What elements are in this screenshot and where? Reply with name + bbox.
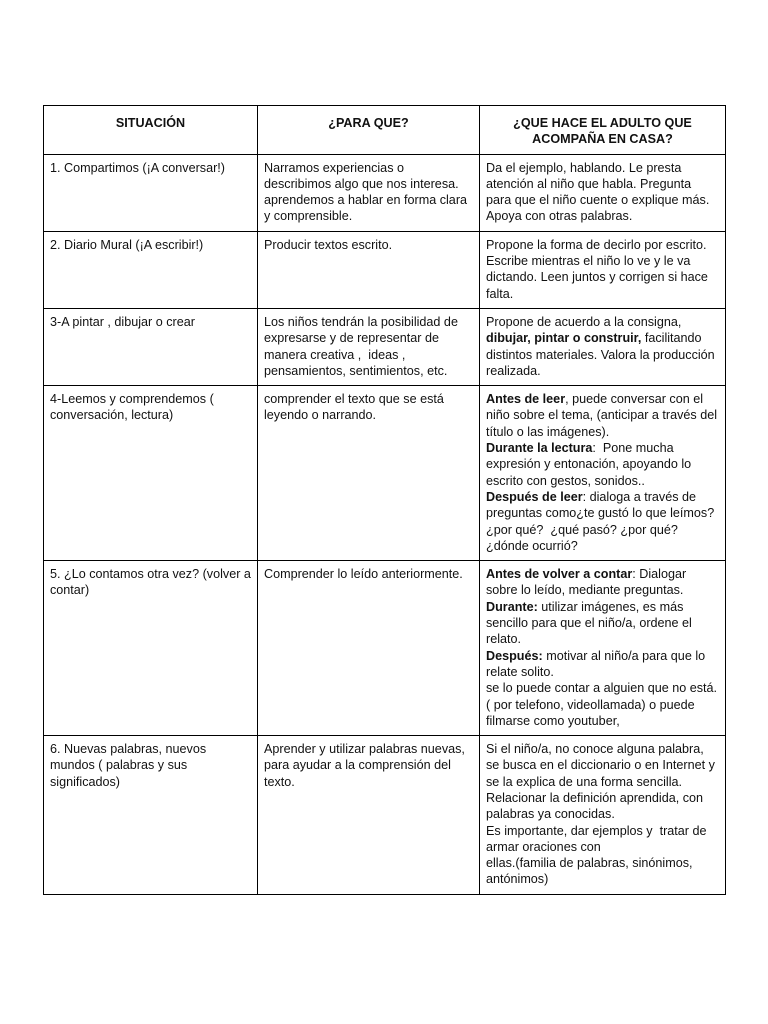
adulto-bold-run: Antes de volver a contar — [486, 567, 633, 582]
adulto-paragraph — [486, 680, 719, 729]
adulto-paragraph — [486, 314, 719, 379]
cell-adulto — [480, 386, 726, 561]
cell-para-que — [258, 736, 480, 895]
situacion-text: 1. Compartimos (¡A conversar!) — [50, 160, 225, 175]
cell-situacion — [44, 736, 258, 895]
para-que-text: Producir textos escrito. — [264, 237, 393, 252]
para-que-text: Narramos experiencias o describimos algo que nos interesa. aprendemos a hablar en forma clara y comprensible. — [264, 160, 471, 224]
table-row — [44, 231, 726, 308]
cell-situacion — [44, 386, 258, 561]
situacion-text: 2. Diario Mural (¡A escribir!) — [50, 237, 204, 252]
cell-situacion — [44, 308, 258, 385]
adulto-bold-run: Durante: — [486, 599, 538, 614]
header-para-que: ¿PARA QUE? — [258, 106, 480, 155]
cell-para-que — [258, 308, 480, 385]
para-que-text: Comprender lo leído anteriormente. — [264, 567, 463, 582]
table-row — [44, 308, 726, 385]
cell-adulto — [480, 736, 726, 895]
adulto-run: Es importante, dar ejemplos y tratar de armar oraciones con — [486, 823, 710, 854]
adulto-run: : Dialogar sobre lo leído, mediante preguntas. — [486, 567, 690, 598]
adulto-paragraph — [486, 741, 719, 790]
cell-situacion — [44, 231, 258, 308]
adulto-run: Relacionar la definición aprendida, con palabras ya conocidas. — [486, 790, 707, 822]
cell-adulto — [480, 231, 726, 308]
adulto-run: , puede conversar con el niño sobre el tema, (anticipar a través del título o las imágenes). — [486, 392, 721, 439]
adulto-bold-run: dibujar, pintar o construir, — [486, 331, 642, 346]
adulto-run: utilizar imágenes, es más sencillo para que el niño/a, ordene el relato. — [486, 599, 696, 647]
adulto-paragraph — [486, 855, 719, 888]
adulto-paragraph — [486, 440, 719, 489]
situacion-text: 3-A pintar , dibujar o crear — [50, 314, 195, 329]
cell-adulto — [480, 561, 726, 736]
cell-para-que — [258, 231, 480, 308]
adulto-paragraph — [486, 391, 719, 440]
adulto-paragraph — [486, 566, 719, 599]
para-que-text: Aprender y utilizar palabras nuevas, para ayudar a la comprensión del texto. — [264, 742, 469, 789]
adulto-run: Propone la forma de decirlo por escrito. Escribe mientras el niño lo ve y le va dictando. Leen juntos y corrigen si hace falta. — [486, 237, 712, 301]
adulto-run: Si el niño/a, no conoce alguna palabra, se busca en el diccionario o en Internet y se la explica de una forma sencilla. — [486, 742, 719, 789]
adulto-run: facilitando distintos materiales. Valora la producción realizada. — [486, 331, 719, 378]
adulto-run: motivar al niño/a para que lo relate solito. — [486, 648, 709, 679]
adulto-paragraph — [486, 823, 719, 856]
situacion-text: 4-Leemos y comprendemos ( conversación, lectura) — [50, 392, 218, 423]
adulto-bold-run: Después: — [486, 648, 543, 663]
table-row — [44, 736, 726, 895]
cell-adulto — [480, 154, 726, 231]
situacion-text: 6. Nuevas palabras, nuevos mundos ( palabras y sus significados) — [50, 742, 210, 789]
cell-para-que — [258, 561, 480, 736]
para-que-text: Los niños tendrán la posibilidad de expresarse y de representar de manera creativa , ideas , pensamientos, sentimientos, etc. — [264, 314, 465, 378]
adulto-run: : Pone mucha expresión y entonación, apoyando lo escrito con gestos, sonidos.. — [486, 441, 695, 488]
para-que-text: comprender el texto que se está leyendo o narrando. — [264, 392, 448, 423]
header-adulto: ¿QUE HACE EL ADULTO QUE ACOMPAÑA EN CASA? — [480, 106, 726, 155]
adulto-bold-run: Durante la lectura — [486, 441, 593, 456]
adulto-run: Propone de acuerdo a la consigna, — [486, 314, 685, 329]
activities-table — [43, 105, 726, 895]
header-situacion: SITUACIÓN — [44, 106, 258, 155]
adulto-run: se lo puede contar a alguien que no está.( por telefono, videollamada) o puede filmarse como youtuber, — [486, 681, 718, 728]
cell-para-que — [258, 154, 480, 231]
table-row — [44, 154, 726, 231]
adulto-paragraph — [486, 790, 719, 823]
cell-para-que — [258, 386, 480, 561]
cell-situacion — [44, 154, 258, 231]
adulto-run: Da el ejemplo, hablando. Le presta atención al niño que habla. Pregunta para que el niño cuente o explique más. Apoya con otras palabras. — [486, 160, 713, 224]
table-row — [44, 386, 726, 561]
table-header-row — [44, 106, 726, 155]
adulto-run: : dialoga a través de preguntas como¿te gustó lo que leímos? ¿por qué? ¿qué pasó? ¿por qué? ¿dónde ocurrió? — [486, 489, 718, 553]
adulto-bold-run: Antes de leer — [486, 392, 566, 407]
situacion-text: 5. ¿Lo contamos otra vez? (volver a contar) — [50, 567, 255, 598]
adulto-paragraph — [486, 599, 719, 648]
adulto-paragraph — [486, 648, 719, 681]
table-body — [44, 154, 726, 894]
cell-adulto — [480, 308, 726, 385]
adulto-bold-run: Después de leer — [486, 489, 583, 504]
adulto-paragraph — [486, 237, 719, 302]
adulto-paragraph — [486, 160, 719, 225]
adulto-run: ellas.(familia de palabras, sinónimos, antónimos) — [486, 856, 696, 887]
adulto-paragraph — [486, 489, 719, 554]
cell-situacion — [44, 561, 258, 736]
table-row — [44, 561, 726, 736]
